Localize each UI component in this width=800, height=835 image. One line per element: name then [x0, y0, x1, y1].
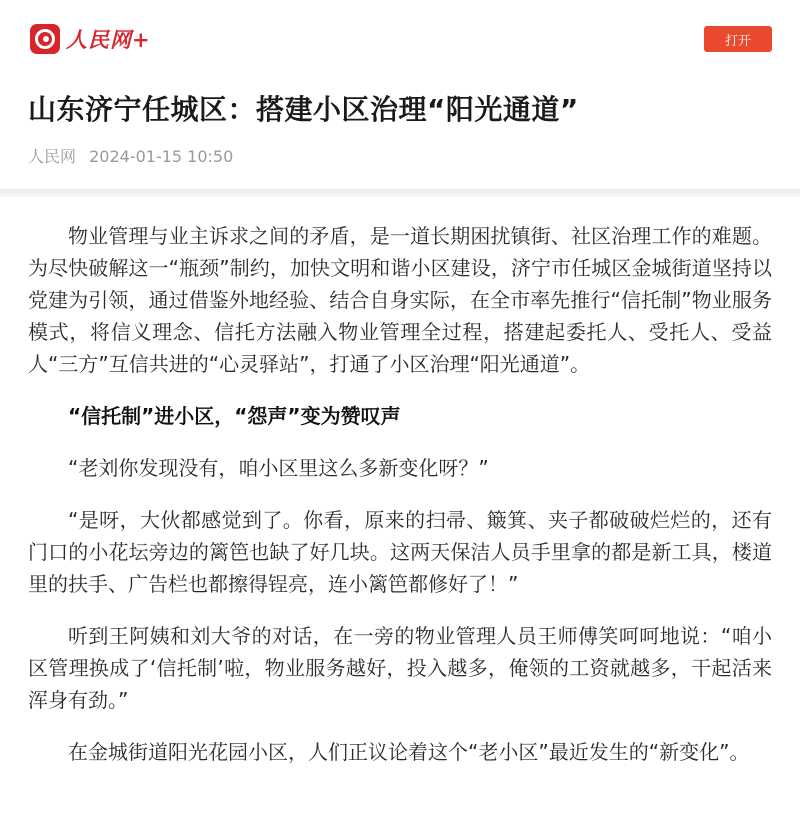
article-paragraph: “是呀，大伙都感觉到了。你看，原来的扫帚、簸箕、夹子都破破烂烂的，还有门口的小花坛旁边的篱笆也缺了好几块。这两天保洁人员手里拿的都是新工具，楼道里的扶手、广告栏也都擦得锃亮，连小篱笆都修好了！”	[28, 508, 772, 596]
article-body	[0, 190, 800, 768]
article-paragraph: 在金城街道阳光花园小区，人们正议论着这个“老小区”最近发生的“新变化”。	[68, 740, 750, 764]
article-meta	[28, 144, 233, 167]
people-daily-logo-icon	[30, 24, 60, 54]
article-subheading: “信托制”进小区，“怨声”变为赞叹声	[68, 404, 401, 428]
logo[interactable]	[30, 24, 151, 54]
article-paragraph: 物业管理与业主诉求之间的矛盾，是一道长期困扰镇街、社区治理工作的难题。为尽快破解这一“瓶颈”制约，加快文明和谐小区建设，济宁市任城区金城街道坚持以党建为引领，通过借鉴外地经验、结合自身实际，在全市率先推行“信托制”物业服务模式，将信义理念、信托方法融入物业管理全过程，搭建起委托人、受托人、受益人“三方”互信共进的“心灵驿站”，打通了小区治理“阳光通道”。	[28, 224, 772, 376]
article-title: 山东济宁任城区：搭建小区治理“阳光通道”	[28, 93, 579, 126]
open-app-button[interactable]: 打开	[704, 26, 772, 52]
article-source[interactable]: 人民网	[28, 147, 77, 166]
article-paragraph: “老刘你发现没有，咱小区里这么多新变化呀？”	[68, 456, 489, 480]
app-header	[0, 0, 800, 190]
article-datetime: 2024-01-15 10:50	[89, 147, 234, 166]
article-paragraph: 听到王阿姨和刘大爷的对话，在一旁的物业管理人员王师傅笑呵呵地说：“咱小区管理换成了‘信托制’啦，物业服务越好，投入越多，俺领的工资就越多，干起活来浑身有劲。”	[28, 624, 772, 712]
logo-text: 人民网+	[66, 27, 151, 52]
